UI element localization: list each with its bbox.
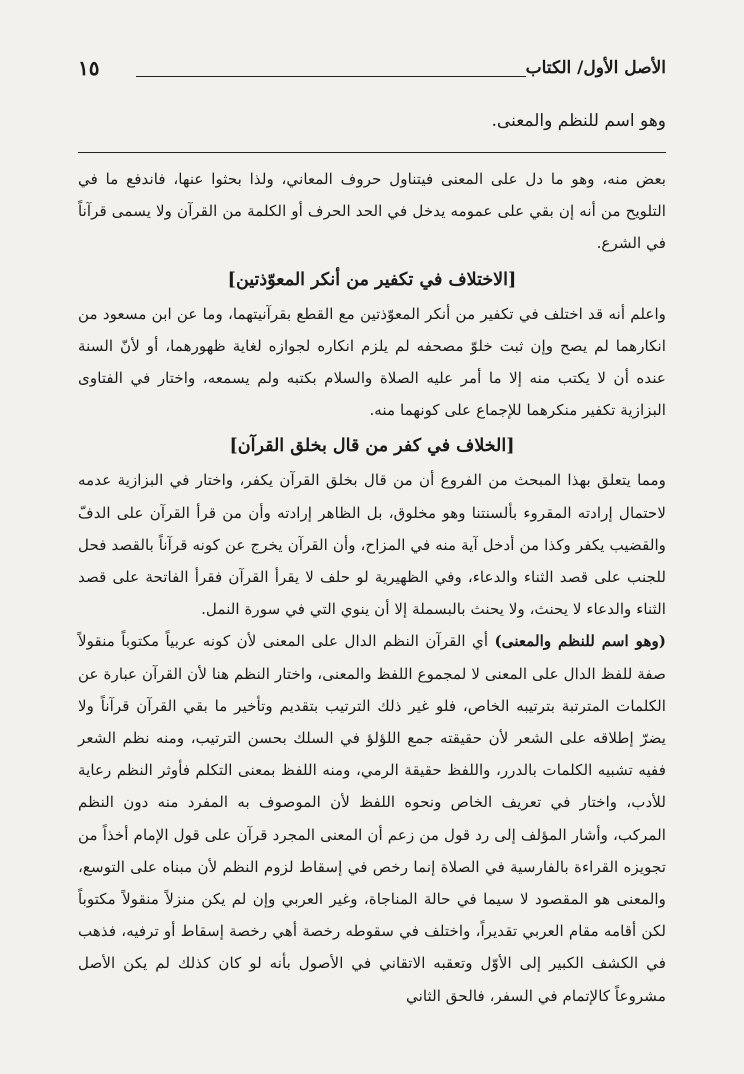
commentary-paragraph-4 — [78, 625, 666, 1011]
commentary-paragraph-4-body: أي القرآن النظم الدال على المعنى لأن كونه عربياً مكتوباً منقولاً صفة للفظ الدال على المعنى لا لمجموع اللفظ والمعنى، واختار النظم هنا لأن القرآن عبارة عن الكلمات المترتبة بترتيبه الخاص، فلو غير ذلك الترتيب بتقديم وتأخير ما بقي القرآن قرآناً ولا يضرّ إطلاقه على الشعر لأن حقيقته جمع اللؤلؤ في السلك بحسن الترتيب، ومنه نظم الشعر ففيه تشبيه الكلمات بالدرر، واللفظ حقيقة الرمي، ومنه اللفظ بمعنى التكلم فأوثر النظم رعاية للأدب، واختار في تعريف الخاص ونحوه اللفظ لأن الموصوف به المفرد منه دون النظم المركب، وأشار المؤلف إلى رد قول من زعم أن المعنى المجرد قرآن على قول الإمام أخذاً من تجويزه القراءة بالفارسية في الصلاة إنما رخص في إسقاط لزوم النظم لأن مبناه على التوسع، والمعنى هو المقصود لا سيما في حالة المناجاة، وغير العربي وإن لم يكن منزلاً منقولاً مكتوباً لكن أقامه مقام العربي تقديراً، واختلف في سقوطه رخصة أهي رخصة إسقاط أو ترفيه، فذهب في الكشف الكبير إلى الأوّل وتعقبه الاتقاني في الأصول بأنه لو كان كذلك لم يكن الأصل مشروعاً كالإتمام في السفر، فالحق الثاني — [78, 632, 666, 1005]
page-header — [78, 54, 666, 98]
section-heading-2: [الخلاف في كفر من قال بخلق القرآن] — [229, 436, 515, 457]
header-rule — [136, 76, 526, 77]
running-title: الأصل الأول/ الكتاب — [525, 58, 666, 78]
matn-text: وهو اسم للنظم والمعنى. — [491, 111, 666, 131]
page-number: ١٥ — [78, 56, 100, 80]
commentary-paragraph-1: بعض منه، وهو ما دل على المعنى فيتناول حروف المعاني، ولذا بحثوا عنها، فاندفع ما في التلويح من أنه إن بقي على عمومه يدخل في الحد الحرف أو الكلمة من القرآن ولا يسمى قرآناً في الشرع. — [78, 170, 666, 253]
commentary-paragraph-3: ومما يتعلق بهذا المبحث من الفروع أن من قال بخلق القرآن يكفر، واختار في البزازية عدمه لاحتمال إرادته المقروء بألسنتنا وهو مخلوق، بل الظاهر إرادته وأن من قرأ القرآن على الدفّ والقضيب يكفر وكذا من أدخل آية منه في المزاح، وأن القرآن يخرج عن كونه قرآناً بالقصد فحل للجنب على قصد الثناء والدعاء، وفي الظهيرية لو حلف لا يقرأ القرآن فقرأ الفاتحة على قصد الثناء والدعاء لا يحنث، ولا يحنث بالبسملة إلا أن ينوي التي في سورة النمل. — [78, 471, 666, 619]
section-heading-1: [الاختلاف في تكفير من أنكر المعوّذتين] — [227, 269, 517, 290]
lemma-quote: (وهو اسم للنظم والمعنى) — [494, 632, 666, 651]
footnote-divider — [78, 152, 666, 153]
commentary-paragraph-2: واعلم أنه قد اختلف في تكفير من أنكر المعوّذتين مع القطع بقرآنيتهما، وما عن ابن مسعود من انكارهما لم يصح وإن ثبت خلوّ مصحفه لم يلزم انكاره لجوازه لغاية ظهورهما، أو لأنّ السنة عنده أن لا يكتب منه إلا ما أمر عليه الصلاة والسلام بكتبه ولم يسمعه، واختار في الفتاوى البزازية تكفير منكرهما للإجماع على كونهما منه. — [78, 304, 666, 420]
